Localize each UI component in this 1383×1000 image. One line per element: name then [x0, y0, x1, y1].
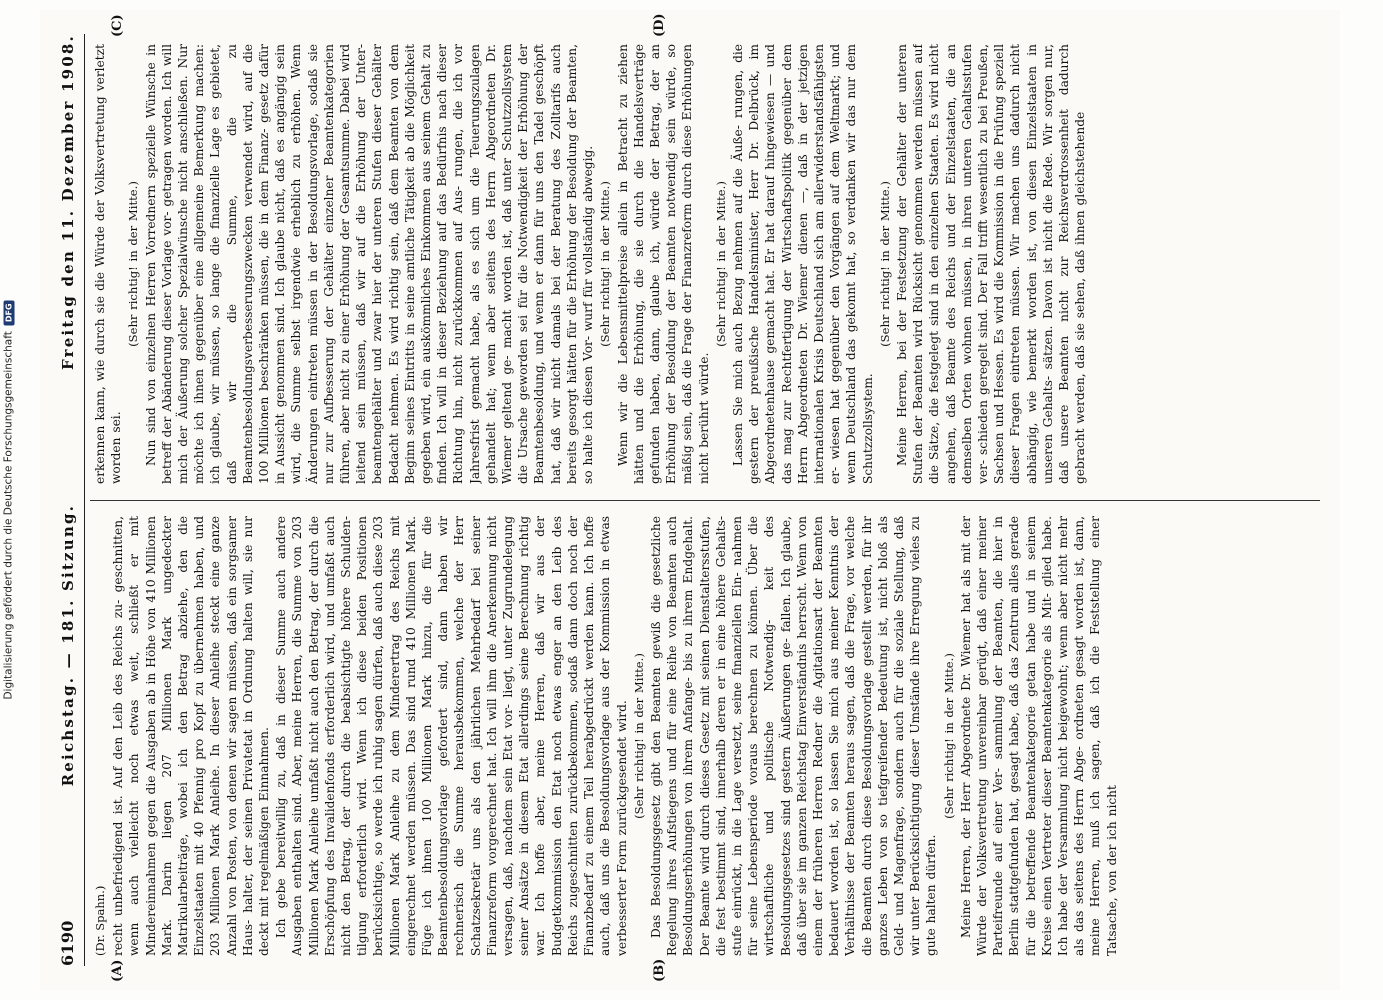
rotated-print-frame [40, 10, 1340, 990]
speaker-label: (Dr. Spahn.) [93, 885, 107, 956]
left-column [92, 516, 1318, 956]
interjection: (Sehr richtig! in der Mitte.) [877, 181, 892, 347]
printed-sheet [40, 10, 1340, 990]
digitization-credit [2, 12, 16, 988]
right-column [92, 44, 1318, 484]
margin-marker-a: (A) [110, 959, 125, 982]
paragraph: Lassen Sie mich auch Bezug nehmen auf die Äuße- rungen, die gestern der preußische Handelsminister, Herr Dr. Delbrück, im Abgeordnetenhause gemacht hat. Er hat darauf hingewiesen — und das mag zur Rechtfertigung der Wirtschaftspolitik gegenüber dem Herrn Abgeordneten Dr. Wiemer dienen —, daß in der jetzigen internationalen Krisis Deutschland sich am allerwiderstandsfähigsten er- wiesen hat gegenüber den Vorgängen auf dem Weltmarkt; und wenn Deutschland das gekonnt hat, so verdanken wir das nur dem Schutzzollsystem. [730, 44, 875, 484]
dfg-logo: DFG [4, 300, 15, 325]
paragraph: Nun sind von einzelnen Herren Vorrednern spezielle Wünsche in betreff der Abänderung dieser Vorlage vor- getragen worden. Ich will mich der Äußerung solcher Spezialwünsche nicht anschließen. Nur möchte ich ihnen gegenüber eine allgemeine Bemerkung machen: ich glaube, wir müssen, so lange die finanzielle Lage es gebietet, daß wir die Summe, die zu Beamtenbesoldungsverbesserungszwecken verwendet wird, auf die 100 Millionen beschränken müssen, die in dem Finanz- gesetz dafür in Aussicht genommen sind. Ich glaube nicht, daß es angängig sein wird, die Summe selbst irgendwie erheblich zu erhöhen. Wenn Änderungen eintreten müssen in der Besoldungsvorlage, sodaß sie nur zur Aufbesserung der Gehälter einzelner Beamtenkategorien führen, aber nicht zu einer Erhöhung der Gesamtsumme. Dabei wird leitend sein müssen, daß wir auf die Erhöhung der Unter- beamtengehälter und zwar hier der unteren Stufen dieser Gehälter Bedacht nehmen. Es wird richtig sein, daß dem Beamten von dem Beginn seines Eintritts in seine amtliche Tätigkeit ab die Möglichkeit gegeben wird, ein auskömmliches Einkommen aus seinem Gehalt zu finden. Ich will in dieser Beziehung auf das Bedürfnis nach dieser Richtung hin, nicht zurückkommen auf Aus- rungen, die ich vor Jahresfrist gemacht habe, als es sich um die Teuerungszulagen gehandelt hat; wenn aber seitens des Herrn Abgeordneten Dr. Wiemer geltend ge- macht worden ist, daß unter Schutzzollsystem die Ursache geworden sei für die Notwendigkeit der Erhöhung der Beamtenbesoldung, und wenn er dann für uns den Tadel geschöpft hat, daß wir nicht damals bei der Beratung des Zolltarifs auch bereits gesorgt hätten für die Erhöhung der Besoldung der Beamten, so halte ich diesen Vor- wurf für vollständig abwegig. [143, 44, 596, 484]
header-date: Freitag den 11. Dezember 1908. [59, 34, 77, 370]
column-separator [90, 500, 1320, 501]
interjection: (Sehr richtig! in der Mitte.) [631, 653, 646, 819]
credit-text: Digitalisierung gefördert durch die Deutsche Forschungsgemeinschaft [3, 331, 15, 700]
header-rule [84, 34, 85, 966]
paragraph: Ich gebe bereitwillig zu, daß in dieser Summe auch andere Ausgaben enthalten sind. Aber, meine Herren, die Summe von 203 Millionen Mark Anleihe umfaßt nicht auch den Betrag, der durch die Erschöpfung des Invalidenfonds erforderlich wird, und umfaßt auch nicht den Betrag, der durch die beabsichtigte höhere Schulden- tilgung erforderlich wird. Wenn ich diese beiden Positionen berücksichtige, so werde ich ruhig sagen dürfen, daß auch diese 203 Millionen Mark Anleihe zu dem Minderertrag des Reichs mit eingerechnet werden müssen. Das sind rund 410 Millionen Mark. Füge ich ihnen 100 Millionen Mark hinzu, die für die Beamtenbesoldungsvorlage gefordert sind, dann haben wir rechnerisch die Summe herausbekommen, welche der Herr Schatzsekretär uns als den jährlichen Mehrbedarf bei seiner Finanzreform vorgerechnet hat. Ich will ihm die Anerkennung nicht versagen, daß, nachdem sein Etat vor- liegt, unter Zugrundelegung seiner Ansätze in diesem Etat allerdings seine Berechnung richtig war. Ich hoffe aber, meine Herren, daß wir aus der Budgetkommission den Etat noch etwas enger an den Leib des Reichs zugeschnitten zurückbekommen, sodaß dann doch noch der Finanzbedarf zu einem Teil herabgedrückt werden kann. Ich hoffe auch, daß uns die Besoldungsvorlage aus der Kommission in etwas verbesserter Form zurückgesendet wird. [274, 516, 629, 956]
running-header [58, 34, 80, 966]
page-number: 6190 [58, 920, 77, 966]
interjection: (Sehr richtig! in der Mitte.) [941, 653, 956, 819]
margin-marker-c: (C) [110, 14, 125, 37]
margin-marker-d: (D) [652, 13, 667, 37]
paragraph: Meine Herren, bei der Festsetzung der Gehälter der unteren Stufen der Beamten wird Rücksicht genommen werden müssen auf die Sätze, die festgelegt sind in den einzelnen Staaten. Es wird nicht angehen, daß Beamte des Reichs und der Einzelstaaten, die an demselben Orten wohnen müssen, in ihren unteren Gehaltsstufen ver- schieden geregelt sind. Der Fall trifft wesentlich zu bei Preußen, Sachsen und Hessen. Es wird die Kommission in die Prüfung speziell dieser Fragen eintreten müssen. Wir machen uns dadurch nicht abhängig, wie bemerkt worden ist, von diesen Einzelstaaten in unseren Gehalts- sätzen. Davon ist nicht die Rede. Wir sorgen nur, daß unsere Beamten nicht zur Reichsverdrossenheit dadurch gebracht werden, daß sie sehen, daß ihnen gleichstehende [894, 44, 1088, 484]
paragraph: erkennen kann, wie durch sie die Würde der Volksvertretung verletzt worden sei. [93, 44, 124, 484]
paragraph: recht unbefriedigend ist. Auf den Leib des Reichs zu- geschnitten, wenn auch vielleicht noch etwas weit, schließt er mit Mindereinnahmen gegen die Ausgaben ab in Höhe von 410 Millionen Mark. Darin liegen 207 Millionen Mark ungedeckter Matrikularbeiträge, wobei ich den Betrag abziehe, den die Einzelstaaten mit 40 Pfennig pro Kopf zu übernehmen haben, und 203 Millionen Mark Anleihe. In dieser Anleihe steckt eine ganze Anzahl von Posten, von denen wir sagen müssen, daß ein sorgsamer Haus- halter, der seinen Privatetat in Ordnung halten will, sie nur deckt mit regelmäßigen Einnahmen. [111, 516, 272, 956]
header-title: Reichstag. — 181. Sitzung. [59, 503, 77, 787]
margin-marker-b: (B) [652, 958, 667, 982]
interjection: (Sehr richtig! in der Mitte.) [126, 181, 141, 347]
interjection: (Sehr richtig! in der Mitte.) [713, 181, 728, 347]
paragraph: Das Besoldungsgesetz gibt den Beamten gewiß die gesetzliche Regelung ihres Aufstiegens und für eine Reihe von Beamten auch Besoldungserhöhungen von ihrem Anfange- bis zu ihrem Endgehalt. Der Beamte wird durch dieses Gesetz mit seinen Dienstaltersstufen, die fest bestimmt sind, innerhalb deren er in eine höhere Gehalts- stufe einrückt, in die Lage versetzt, seine finanziellen Ein- nahmen für seine Lebensperiode voraus berechnen zu können. Über die wirtschaftliche und politische Notwendig- keit des Besoldungsgesetzes sind gestern Äußerungen ge- fallen. Ich glaube, daß über sie im ganzen Reichstag Einverständnis herrscht. Wenn von einem der früheren Herren Redner die Agitationsart der Beamten bedauert worden ist, so lassen Sie mich aus meiner Kenntnis der Verhältnisse der Beamten heraus sagen, daß die Frage, vor welche die Beamten durch diese Besoldungsvorlage gestellt werden, für ihr ganzes Leben von so tiefgreifender Bedeutung ist, nicht bloß als Geld- und Magenfrage, sondern auch für die soziale Stellung, daß wir unter Berücksichtigung dieser Umstände ihre Erregung vieles zu gute halten dürfen. [648, 516, 939, 956]
print-area [40, 10, 1340, 990]
paragraph: Meine Herren, der Herr Abgeordnete Dr. Wiemer hat als mit der Würde der Volksvertretung unvereinbar gerügt, daß einer meiner Parteifreunde auf einer Ver- sammlung der Beamten, die hier in Berlin stattgefunden hat, gesagt habe, daß das Zentrum alles gerade für die betreffende Beamtenkategorie getan habe und in seinem Kreise einen Vertreter dieser Beamtenkategorie als Mit- glied habe. Ich habe der Versammlung nicht beigewohnt; wenn aber nicht mehr als das seitens des Herrn Abge- ordneten gesagt worden ist, dann, meine Herren, muß ich sagen, daß ich die Feststellung einer Tatsache, von der ich nicht [958, 516, 1119, 956]
paragraph: Wenn wir die Lebensmittelpreise allein in Betracht zu ziehen hätten und die Erhöhung, die sie durch die Handelsverträge gefunden haben, dann, glaube ich, würde der Betrag, der an Erhöhung der Besoldung der Beamten notwendig sein würde, so mäßig sein, daß die Frage der Finanzreform durch diese Erhöhungen nicht berührt würde. [615, 44, 711, 484]
interjection: (Sehr richtig! in der Mitte.) [598, 181, 613, 347]
